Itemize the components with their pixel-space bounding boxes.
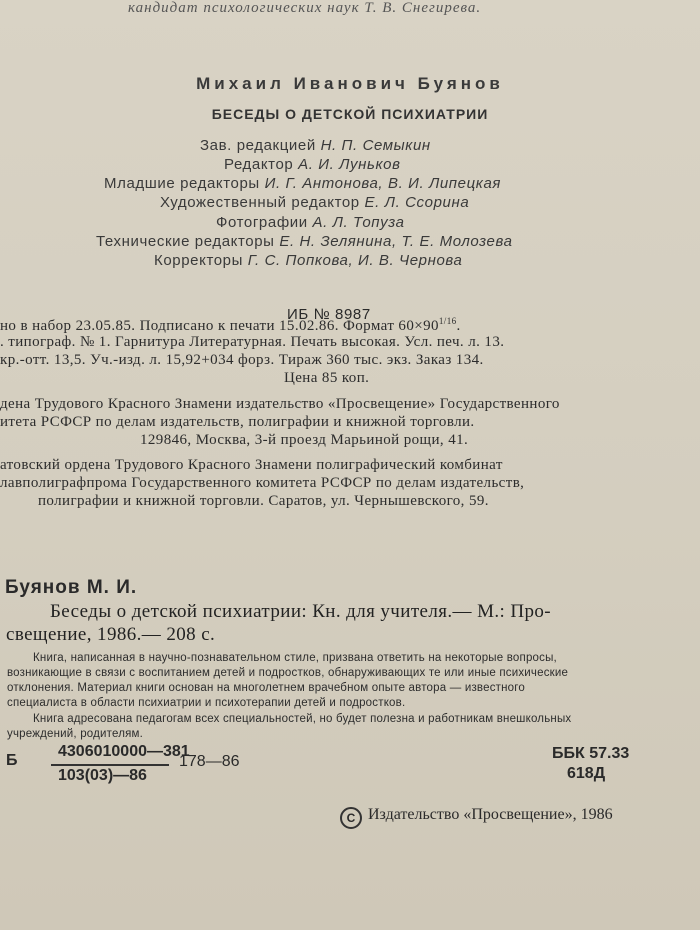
publication-line: но в набор 23.05.85. Подписано к печати 15.02.86. Формат $60\times 90^{1/16}$.	[0, 316, 461, 334]
ib-number: ИБ № 8987	[287, 306, 371, 323]
printer-line: атовский ордена Трудового Красного Знамени полиграфический комбинат	[0, 457, 503, 473]
credit-line: Корректоры Г. С. Попкова, И. В. Чернова	[154, 252, 463, 269]
credit-line: Зав. редакцией Н. П. Семыкин	[200, 137, 431, 154]
publisher-line: итета РСФСР по делам издательств, полиграфии и книжной торговли.	[0, 414, 475, 430]
publisher-address: 129846, Москва, 3-й проезд Марьиной рощи, 41.	[140, 432, 469, 448]
top-line-text: кандидат психологических наук Т. В. Снегирева.	[128, 0, 482, 16]
credit-line: Технические редакторы Е. Н. Зелянина, Т. Е. Молозева	[96, 233, 513, 250]
code-denominator: 103(03)—86	[58, 767, 147, 784]
bibliography-line: Беседы о детской психиатрии: Кн. для учителя.— М.: Про-	[50, 601, 552, 622]
annotation-line: отклонения. Материал книги основан на многолетнем врачебном опыте автора — известного	[7, 682, 526, 694]
code-suffix: 178—86	[179, 753, 240, 770]
copyright-text: Издательство «Просвещение», 1986	[368, 806, 613, 823]
publisher-line: дена Трудового Красного Знамени издательство «Просвещение» Государственного	[0, 396, 560, 412]
annotation-line: возникающие в связи с воспитанием детей и подростков, обнаруживающих те или иные психические	[7, 667, 569, 679]
bibliography-line: свещение, 1986.— 208 с.	[6, 624, 216, 645]
publication-line: . типограф. № 1. Гарнитура Литературная. Печать высокая. Усл. печ. л. 13.	[0, 334, 505, 350]
credit-line: Редактор А. И. Луньков	[224, 156, 401, 173]
price-line: Цена 85 коп.	[284, 370, 370, 386]
credit-line: Фотографии А. Л. Топуза	[216, 214, 405, 231]
annotation-line: Книга адресована педагогам всех специальностей, но будет полезна и работникам внешкольных	[33, 713, 572, 725]
credit-line: Художественный редактор Е. Л. Ссорина	[160, 194, 470, 211]
bbk-subcode: 618Д	[567, 765, 606, 782]
credit-line: Младшие редакторы И. Г. Антонова, В. И. Липецкая	[104, 175, 502, 192]
annotation-line: Книга, написанная в научно-познавательном стиле, призвана ответить на некоторые вопросы,	[33, 652, 557, 664]
copyright-icon: C	[340, 807, 362, 829]
bibliography-author: Буянов М. И.	[5, 577, 138, 598]
author-name: Михаил Иванович Буянов	[196, 74, 504, 93]
fraction-line	[51, 764, 169, 766]
copyright-line	[340, 806, 613, 829]
code-letter: Б	[6, 752, 18, 769]
bbk-code: ББК 57.33	[552, 745, 630, 762]
annotation-line: специалиста в области психиатрии и психотерапии детей и подростков.	[7, 697, 406, 709]
code-numerator: 4306010000—381	[58, 743, 190, 760]
printer-line: лавполиграфпрома Государственного комитета РСФСР по делам издательств,	[0, 475, 525, 491]
annotation-line: учреждений, родителям.	[7, 728, 144, 740]
book-title: БЕСЕДЫ О ДЕТСКОЙ ПСИХИАТРИИ	[211, 106, 489, 122]
publication-line: кр.-отт. 13,5. Уч.-изд. л. 15,92+034 форз. Тираж 360 тыс. экз. Заказ 134.	[0, 352, 484, 368]
printer-address: полиграфии и книжной торговли. Саратов, ул. Чернышевского, 59.	[38, 493, 489, 509]
